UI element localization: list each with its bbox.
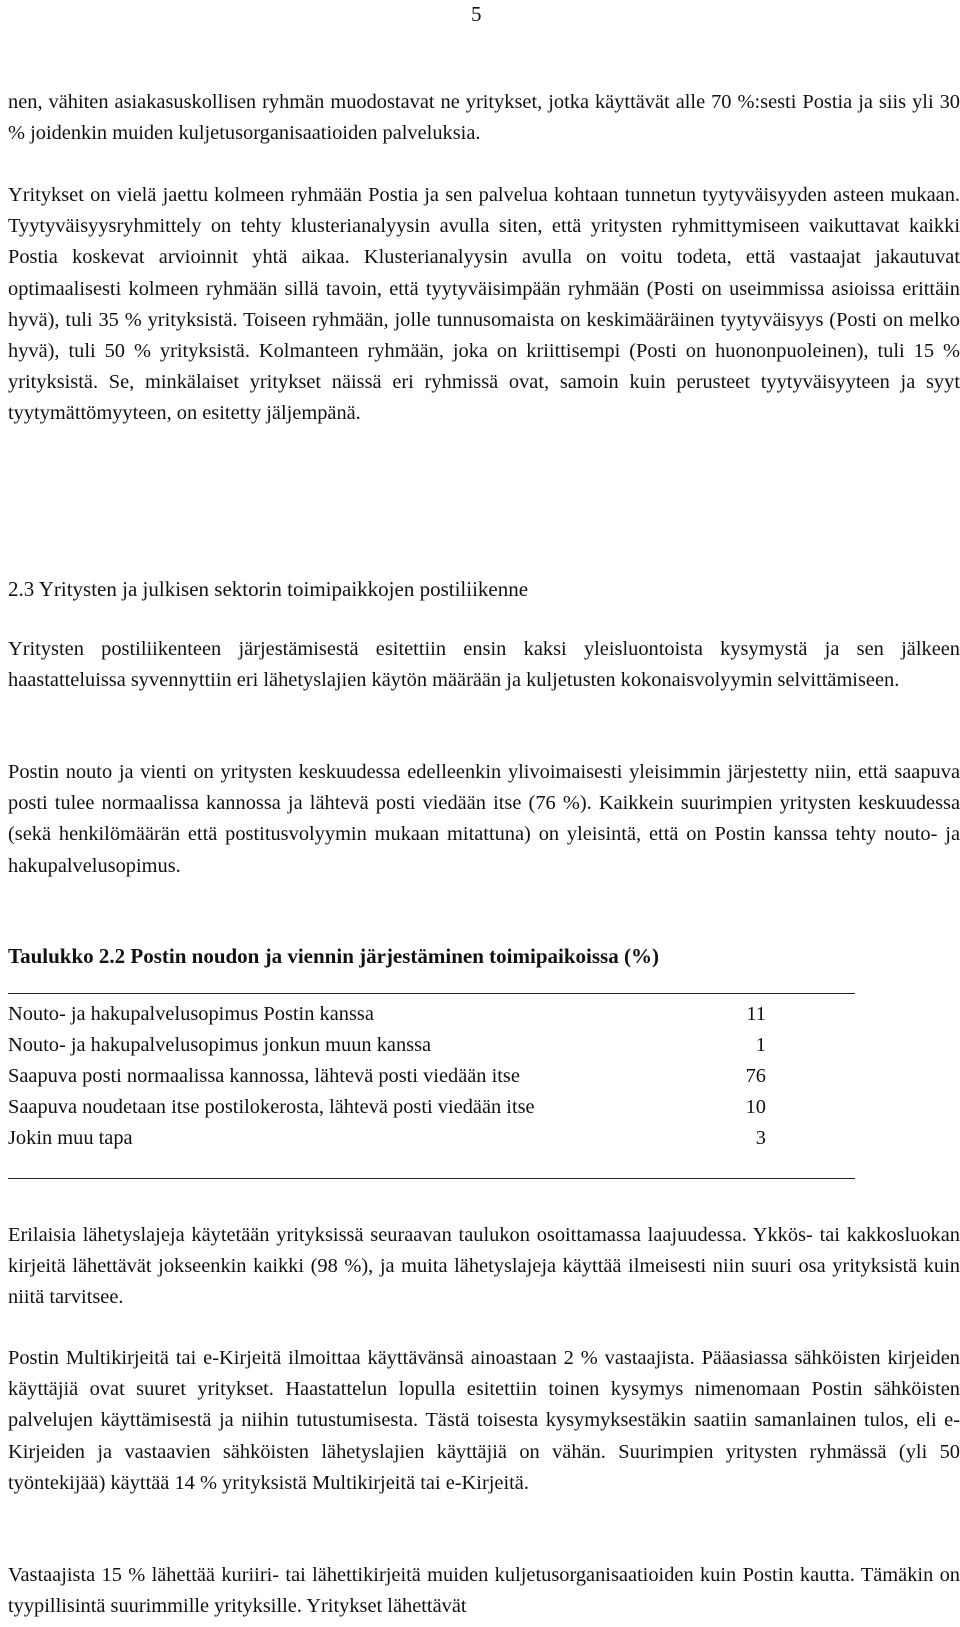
row-label: Saapuva posti normaalissa kannossa, lähtevä posti viedään itse: [8, 1065, 520, 1087]
row-label: Jokin muu tapa: [8, 1127, 133, 1149]
row-label: Nouto- ja hakupalvelusopimus Postin kanssa: [8, 1003, 374, 1025]
paragraph-courier: Vastaajista 15 % lähettää kuriiri- tai lähettikirjeitä muiden kuljetusorganisaatioiden kuin Postin kautta. Tämäkin on tyypillisintä suurimmille yrityksille. Yritykset lähettävät: [8, 1564, 960, 1618]
row-value: 76: [745, 1065, 766, 1087]
row-label: Nouto- ja hakupalvelusopimus jonkun muun kanssa: [8, 1034, 432, 1056]
row-value: 1: [755, 1034, 766, 1056]
table-row: [8, 1061, 778, 1092]
table-row: [8, 1092, 778, 1123]
row-value: 10: [745, 1096, 766, 1118]
table-bottom-rule: [8, 1178, 855, 1179]
table-row: [8, 999, 778, 1030]
paragraph-cluster-intro: nen, vähiten asiakasuskollisen ryhmän muodostavat ne yritykset, jotka käyttävät alle 70 %:sesti Postia ja siis yli 30 % joidenkin muiden kuljetusorganisaatioiden palveluksia.: [8, 91, 960, 145]
table-row: [8, 1030, 778, 1061]
row-value: 11: [746, 1003, 766, 1025]
row-label: Saapuva noudetaan itse postilokerosta, lähtevä posti viedään itse: [8, 1096, 535, 1118]
paragraph-satisfaction-groups: Yritykset on vielä jaettu kolmeen ryhmään Postia ja sen palvelua kohtaan tunnetun tyytyväisyyden asteen mukaan. Tyytyväisyysryhmittely on tehty klusterianalyysin avulla siten, että yritysten ryhmittymiseen vaikuttavat kaikki Postia koskevat arvioinnit yhtä aikaa. Klusterianalyysin avulla on voitu todeta, että vastaajat jakautuvat optimaalisesti kolmeen ryhmään sillä tavoin, että tyytyväisimpään ryhmään (Posti on useimmissa asioissa erittäin hyvä), tuli 35 % yrityksistä. Toiseen ryhmään, jolle tunnusomaista on keskimääräinen tyytyväisyys (Posti on melko hyvä), tuli 50 % yrityksistä. Kolmanteen ryhmään, joka on kriittisempi (Posti on huononpuoleinen), tuli 15 % yrityksistä. Se, minkälaiset yritykset näissä eri ryhmissä ovat, samoin kuin perusteet tyytyväisyyteen ja syyt tyytymättömyyteen, on esitetty jäljempänä.: [8, 184, 960, 425]
page-number: 5: [471, 2, 482, 26]
table-top-rule: [8, 993, 855, 994]
data-table: [8, 999, 778, 1154]
paragraph-postal-traffic: Yritysten postiliikenteen järjestämisestä esitettiin ensin kaksi yleisluontoista kysymystä ja sen jälkeen haastatteluissa syvennyttiin eri lähetyslajien käytön määrään ja kuljetusten kokonaisvolyymin selvittämiseen.: [8, 638, 960, 692]
section-heading: 2.3 Yritysten ja julkisen sektorin toimipaikkojen postiliikenne: [8, 577, 529, 601]
paragraph-mail-types: Erilaisia lähetyslajeja käytetään yrityksissä seuraavan taulukon osoittamassa laajuudessa. Ykkös- tai kakkosluokan kirjeitä lähettävät jokseenkin kaikki (98 %), ja muita lähetyslajeja käyttää ilmeisesti niin suuri osa yrityksistä kuin niitä tarvitsee.: [8, 1224, 960, 1309]
row-value: 3: [755, 1127, 766, 1149]
table-caption: Taulukko 2.2 Postin noudon ja viennin järjestäminen toimipaikoissa (%): [8, 944, 659, 968]
paragraph-pickup-delivery: Postin nouto ja vienti on yritysten keskuudessa edelleenkin ylivoimaisesti yleisimmin järjestetty niin, että saapuva posti tulee normaalissa kannossa ja lähtevä posti viedään itse (76 %). Kaikkein suurimpien yritysten keskuudessa (sekä henkilömäärän että postitusvolyymin mukaan mitattuna) on yleisintä, että on Postin kanssa tehty nouto- ja hakupalvelusopimus.: [8, 761, 960, 877]
paragraph-electronic-letters: Postin Multikirjeitä tai e-Kirjeitä ilmoittaa käyttävänsä ainoastaan 2 % vastaajista. Pääasiassa sähköisten kirjeiden käyttäjiä ovat suuret yritykset. Haastattelun lopulla esitettiin toinen kysymys nimenomaan Postin sähköisten palvelujen käyttämisestä ja niihin tutustumisesta. Tästä toisesta kysymyksestäkin saatiin samanlainen tulos, eli e-Kirjeiden ja vastaavien sähköisten lähetyslajien käyttäjiä on vähän. Suurimpien yritysten ryhmässä (yli 50 työntekijää) käyttää 14 % yrityksistä Multikirjeitä tai e-Kirjeitä.: [8, 1347, 960, 1494]
table-row: [8, 1123, 778, 1154]
